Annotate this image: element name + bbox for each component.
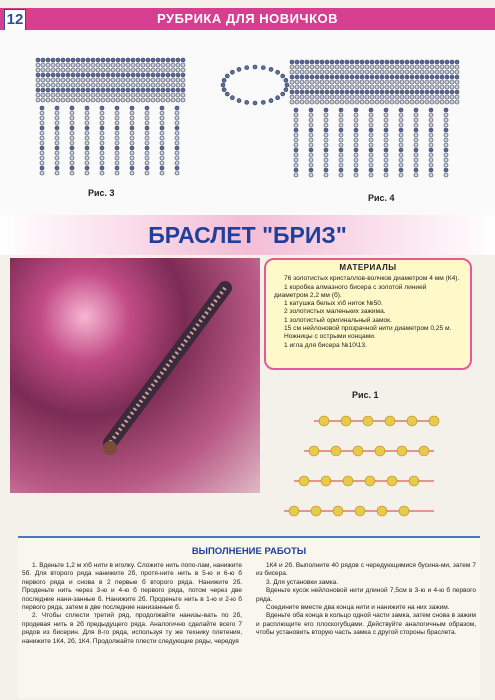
fig1-label: Рис. 1 (352, 390, 379, 400)
material-item: 2 золотистых маленьких зажима. (284, 308, 386, 316)
fig3-label: Рис. 3 (88, 188, 115, 198)
page-title: БРАСЛЕТ "БРИЗ" (148, 222, 347, 248)
materials-box (264, 258, 472, 370)
figures-area (0, 30, 495, 215)
paragraph: Вденьте кусок нейлоновой нити длиной 7,5см в 3-ю и 4-ю б первого ряда. (256, 587, 476, 603)
material-item: 1 золотистый оригинальный замок. (284, 316, 392, 324)
rubric-title: РУБРИКА ДЛЯ НОВИЧКОВ (156, 11, 339, 26)
material-item: Ножницы с острыми концами. (284, 333, 376, 341)
paragraph: 1К4 и 2б. Выполните 40 рядов с чередующимися бусина-ми, затем 7 из бисера. (256, 562, 476, 578)
fig4-label: Рис. 4 (368, 193, 395, 203)
paragraph: 3. Для установки замка. (266, 578, 339, 586)
materials-heading: МАТЕРИАЛЫ (339, 263, 397, 272)
material-item: 15 см нейлоновой прозрачной нити диаметром 0,25 м. (284, 325, 452, 333)
material-item: 1 коробка алмазного бисера с золотой линией диаметром 2,2 мм (б). (274, 283, 427, 299)
paragraph: Вденьте оба конца в кольцо одной части замка, затем снова в зажим и расплющите его плоскогубцами. Действуйте аналогичным образом, чтобы установить вторую часть замка с другой стороны браслета. (256, 612, 476, 637)
instructions-heading: ВЫПОЛНЕНИЕ РАБОТЫ (191, 546, 307, 557)
bead-pattern-figures (0, 30, 495, 215)
fig3-drawing (36, 58, 185, 175)
instructions-section (18, 536, 480, 698)
page-number: 12 (4, 9, 26, 31)
instructions-right-column (256, 562, 476, 638)
paragraph: 2. Чтобы сплести третий ряд, продолжайте нанизы-вать по 2б, продевая нить в 2б предыдущего ряда. Аналогично сделайте всего 7 рядов из бисерин. Для 8-го ряда, используя ту же технику плетения, наниж‍ите 1К4, 2б, 1К4. Продолжайте плести следующие ряды, чередуя (22, 612, 242, 645)
fig1-drawing (264, 378, 484, 543)
instructions-left-column (22, 562, 242, 646)
paragraph: Соедините вместе два конца нити и наниж‍ите на них зажим. (266, 604, 450, 612)
bracelet-photo (10, 258, 260, 493)
material-item: 1 игла для бисера №10\13. (284, 341, 367, 349)
material-item: 1 катушка белых х\б ниток №50. (284, 300, 383, 308)
fig1-diagram (264, 378, 484, 543)
paragraph: 1. Вденьте 1,2 м х\б нити в иголку. Сложите нить попо-лам, наниж‍ите 5б. Для второго ряда наниж‍ите 2б, протя-ните нить в 5-ю и 6-ю б первого ряда и снова в 2 первые б второго ряда. Наниж‍ите 2б. Проденьте нить через 3-ю и 4-ю б первого ряда, потом через две последние нани-занные б. Наниж‍ите 2б. Проденьте нить в 1-ю и 2-ю б первого ряда, затем в две последние нанизанные б. (22, 562, 242, 612)
fig4-drawing (221, 60, 459, 177)
material-item: 76 золотистых кристаллов-волчков диаметром 4 мм (К4). (284, 275, 460, 283)
